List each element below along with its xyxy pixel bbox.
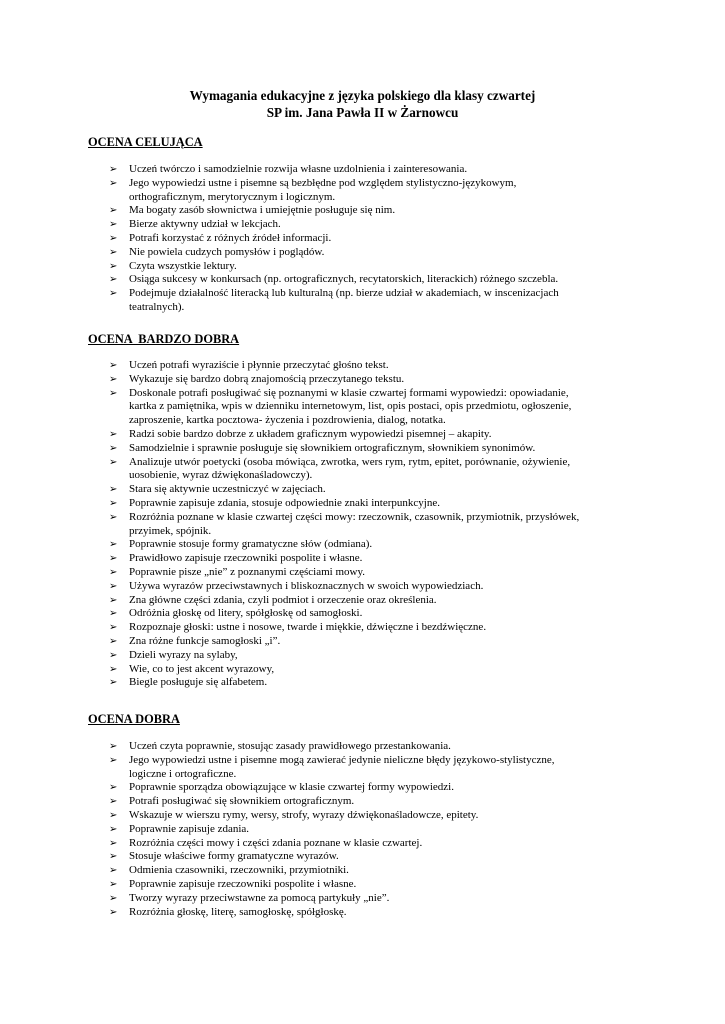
list-item — [108, 287, 639, 315]
arrow-bullet-icon: ➢ — [109, 796, 118, 808]
list-item-text: Stosuje właściwe formy gramatyczne wyrazów. — [129, 850, 339, 863]
arrow-bullet-icon: ➢ — [109, 622, 118, 634]
arrow-bullet-icon: ➢ — [109, 497, 118, 509]
list-item — [108, 878, 639, 892]
arrow-bullet-icon: ➢ — [109, 741, 118, 752]
list-item-text: Prawidłowo zapisuje rzeczowniki pospolite i własne. — [129, 552, 363, 565]
list-item-text: Stara się aktywnie uczestniczyć w zajęciach. — [129, 483, 326, 496]
list-item-text: Uczeń czyta poprawnie, stosując zasady prawidłowego przestankowania. — [129, 740, 451, 752]
list-item-text: Potrafi korzystać z różnych źródeł informacji. — [129, 231, 332, 244]
list-item — [108, 177, 639, 205]
arrow-bullet-icon: ➢ — [109, 511, 118, 523]
arrow-bullet-icon: ➢ — [109, 232, 118, 244]
list-item-text: Uczeń potrafi wyraziście i płynnie przeczytać głośno tekst. — [129, 359, 389, 371]
arrow-bullet-icon: ➢ — [109, 878, 118, 890]
arrow-bullet-icon: ➢ — [109, 782, 118, 794]
list-item-text: Doskonale potrafi posługiwać się poznanymi w klasie czwartej formami wypowiedzi: opowiadanie, kartka z pamiętnika, wpis w dzienniku internetowym, list, opis postaci, opis przedmiotu, ogłoszenie, zaproszenie, kartka pocztowa- życzenia i pozdrowienia, dialog, notatka. — [129, 386, 572, 427]
list-item — [108, 387, 639, 428]
list-item — [108, 740, 639, 754]
list-item-text: Uczeń twórczo i samodzielnie rozwija własne uzdolnienia i zainteresowania. — [129, 163, 468, 175]
list-item-text: Rozróżnia głoskę, literę, samogłoskę, spółgłoskę. — [129, 905, 347, 918]
criteria-list-bardzo-dobra — [108, 359, 639, 690]
arrow-bullet-icon: ➢ — [109, 484, 118, 496]
arrow-bullet-icon: ➢ — [109, 754, 118, 766]
list-item — [108, 676, 639, 690]
list-item — [108, 809, 639, 823]
list-item-text: Odmienia czasowniki, rzeczowniki, przymiotniki. — [129, 864, 349, 877]
list-item-text: Poprawnie zapisuje zdania, stosuje odpowiednie znaki interpunkcyjne. — [129, 496, 440, 509]
list-item — [108, 566, 639, 580]
list-item — [108, 511, 639, 539]
arrow-bullet-icon: ➢ — [109, 635, 118, 647]
list-item — [108, 892, 639, 906]
list-item-text: Zna główne części zdania, czyli podmiot i orzeczenie oraz określenia. — [129, 593, 437, 606]
list-item — [108, 218, 639, 232]
arrow-bullet-icon: ➢ — [109, 456, 118, 468]
list-item-text: Radzi sobie bardzo dobrze z układem graficznym wypowiedzi pisemnej – akapity. — [129, 427, 492, 440]
arrow-bullet-icon: ➢ — [109, 837, 118, 849]
list-item-text: Wskazuje w wierszu rymy, wersy, strofy, wyrazy dźwiękonaśladowcze, epitety. — [129, 808, 479, 821]
list-item — [108, 260, 639, 274]
arrow-bullet-icon: ➢ — [109, 274, 118, 286]
list-item-text: Osiąga sukcesy w konkursach (np. ortograficznych, recytatorskich, literackich) różnego szczebla. — [129, 273, 559, 286]
list-item — [108, 373, 639, 387]
list-item-text: Poprawnie stosuje formy gramatyczne słów (odmiana). — [129, 538, 373, 551]
list-item — [108, 663, 639, 677]
section-heading-bardzo-dobra: OCENA BARDZO DOBRA — [88, 332, 240, 346]
list-item-text: Rozróżnia części mowy i części zdania poznane w klasie czwartej. — [129, 836, 423, 849]
arrow-bullet-icon: ➢ — [109, 566, 118, 578]
list-item-text: Biegle posługuje się alfabetem. — [129, 676, 268, 689]
list-item-text: Dzieli wyrazy na sylaby, — [129, 648, 238, 661]
list-item — [108, 442, 639, 456]
list-item — [108, 754, 639, 782]
list-item-text: Poprawnie sporządza obowiązujące w klasie czwartej formy wypowiedzi. — [129, 781, 454, 794]
list-item — [108, 204, 639, 218]
arrow-bullet-icon: ➢ — [109, 442, 118, 454]
arrow-bullet-icon: ➢ — [109, 360, 118, 371]
arrow-bullet-icon: ➢ — [109, 809, 118, 821]
list-item-text: Rozpoznaje głoski: ustne i nosowe, twarde i miękkie, dźwięczne i bezdźwięczne. — [129, 621, 487, 634]
arrow-bullet-icon: ➢ — [109, 663, 118, 675]
arrow-bullet-icon: ➢ — [109, 580, 118, 592]
section-heading-celujaca: OCENA CELUJĄCA — [88, 135, 203, 149]
list-item-text: Podejmuje działalność literacką lub kulturalną (np. bierze udział w akademiach, w inscenizacjach teatralnych). — [129, 287, 559, 313]
arrow-bullet-icon: ➢ — [109, 865, 118, 877]
list-item — [108, 864, 639, 878]
list-item-text: Poprawnie zapisuje rzeczowniki pospolite i własne. — [129, 877, 357, 890]
list-item — [108, 552, 639, 566]
arrow-bullet-icon: ➢ — [109, 246, 118, 258]
arrow-bullet-icon: ➢ — [109, 608, 118, 620]
list-item-text: Rozróżnia poznane w klasie czwartej części mowy: rzeczownik, czasownik, przymiotnik, przysłówek, przyimek, spójnik. — [129, 510, 580, 537]
arrow-bullet-icon: ➢ — [109, 288, 118, 300]
document-subtitle: SP im. Jana Pawła II w Żarnowcu — [266, 105, 459, 120]
arrow-bullet-icon: ➢ — [109, 373, 118, 385]
arrow-bullet-icon: ➢ — [109, 594, 118, 606]
list-item-text: Jego wypowiedzi ustne i pisemne mogą zawierać jedynie nieliczne błędy językowo-stylistyczne, logiczne i ortograficzne. — [129, 753, 555, 780]
arrow-bullet-icon: ➢ — [109, 553, 118, 565]
arrow-bullet-icon: ➢ — [109, 851, 118, 863]
list-item — [108, 823, 639, 837]
list-item-text: Ma bogaty zasób słownictwa i umiejętnie posługuje się nim. — [129, 204, 396, 217]
list-item — [108, 246, 639, 260]
list-item-text: Potrafi posługiwać się słownikiem ortograficznym. — [129, 795, 355, 808]
arrow-bullet-icon: ➢ — [109, 649, 118, 661]
list-item-text: Analizuje utwór poetycki (osoba mówiąca, zwrotka, wers rym, rytm, epitet, porównanie, ożywienie, uosobienie, wyraz dźwiękonaśladowczy). — [129, 455, 571, 482]
list-item — [108, 163, 639, 177]
list-item — [108, 906, 639, 920]
list-item — [108, 795, 639, 809]
list-item — [108, 428, 639, 442]
list-item — [108, 580, 639, 594]
list-item — [108, 232, 639, 246]
list-item — [108, 483, 639, 497]
list-item — [108, 538, 639, 552]
list-item — [108, 273, 639, 287]
list-item — [108, 607, 639, 621]
arrow-bullet-icon: ➢ — [109, 260, 118, 272]
list-item-text: Tworzy wyrazy przeciwstawne za pomocą partykuły „nie”. — [129, 891, 390, 904]
list-item — [108, 635, 639, 649]
list-item-text: Poprawnie pisze „nie” z poznanymi częściami mowy. — [129, 565, 366, 578]
arrow-bullet-icon: ➢ — [109, 823, 118, 835]
arrow-bullet-icon: ➢ — [109, 387, 118, 399]
list-item — [108, 850, 639, 864]
arrow-bullet-icon: ➢ — [109, 219, 118, 231]
list-item — [108, 621, 639, 635]
arrow-bullet-icon: ➢ — [109, 164, 118, 175]
criteria-list-dobra — [108, 740, 639, 919]
list-item — [108, 649, 639, 663]
list-item-text: Nie powiela cudzych pomysłów i poglądów. — [129, 245, 325, 258]
list-item-text: Używa wyrazów przeciwstawnych i bliskoznacznych w swoich wypowiedziach. — [129, 579, 484, 592]
criteria-list-celujaca — [108, 163, 639, 315]
list-item-text: Jego wypowiedzi ustne i pisemne są bezbłędne pod względem stylistyczno-językowym, orthograficznym, merytorycznym i logicznym. — [129, 176, 517, 203]
list-item-text: Zna różne funkcje samogłoski „i”. — [129, 634, 281, 647]
list-item-text: Odróżnia głoskę od litery, spółgłoskę od samogłoski. — [129, 607, 363, 620]
list-item-text: Wykazuje się bardzo dobrą znajomością przeczytanego tekstu. — [129, 372, 405, 385]
list-item-text: Samodzielnie i sprawnie posługuje się słownikiem ortograficznym, słownikiem synonimów. — [129, 441, 536, 454]
list-item-text: Poprawnie zapisuje zdania. — [129, 822, 250, 835]
list-item — [108, 594, 639, 608]
list-item — [108, 837, 639, 851]
list-item — [108, 456, 639, 484]
document-title: Wymagania edukacyjne z języka polskiego dla klasy czwartej — [189, 88, 536, 103]
section-heading-dobra: OCENA DOBRA — [88, 712, 180, 726]
list-item-text: Bierze aktywny udział w lekcjach. — [129, 218, 281, 231]
list-item — [108, 497, 639, 511]
list-item — [108, 359, 639, 373]
arrow-bullet-icon: ➢ — [109, 906, 118, 918]
arrow-bullet-icon: ➢ — [109, 428, 118, 440]
list-item — [108, 781, 639, 795]
arrow-bullet-icon: ➢ — [109, 539, 118, 551]
arrow-bullet-icon: ➢ — [109, 177, 118, 189]
arrow-bullet-icon: ➢ — [109, 892, 118, 904]
arrow-bullet-icon: ➢ — [109, 205, 118, 217]
arrow-bullet-icon: ➢ — [109, 677, 118, 689]
list-item-text: Wie, co to jest akcent wyrazowy, — [129, 662, 275, 675]
list-item-text: Czyta wszystkie lektury. — [129, 259, 237, 272]
